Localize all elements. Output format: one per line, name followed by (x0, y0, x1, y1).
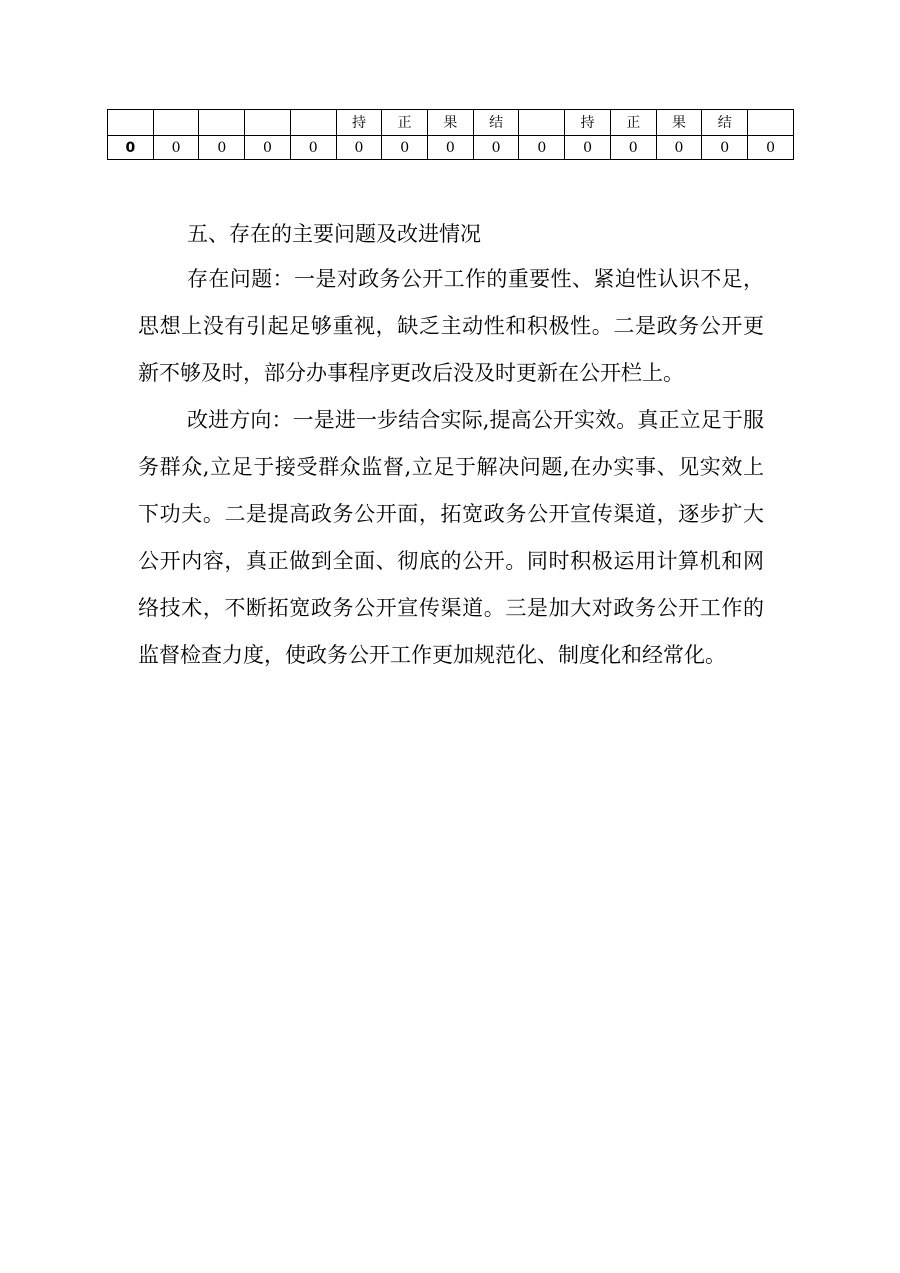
improvement-marker-3: 三是 (505, 596, 549, 620)
problems-label: 存在问题： (187, 267, 294, 291)
table-cell: 0 (108, 136, 154, 160)
table-cell (245, 110, 291, 136)
table-cell: 0 (199, 136, 245, 160)
table-cell: 果 (656, 110, 702, 136)
table-cell: 0 (565, 136, 611, 160)
table-cell: 0 (702, 136, 748, 160)
table-cell: 持 (565, 110, 611, 136)
improvements-paragraph (138, 397, 764, 679)
table-cell: 结 (702, 110, 748, 136)
improvement-text-3: 加大对政务公开工作的监督检查力度，使政务公开工作更加规范化、制度化和经常化。 (138, 596, 765, 667)
improvement-marker-2: 二是 (224, 502, 268, 526)
table-header-row (108, 110, 794, 136)
table-value-row (108, 136, 794, 160)
table-cell: 持 (336, 110, 382, 136)
table-cell: 结 (473, 110, 519, 136)
problem-marker-1: 一是 (293, 267, 337, 291)
table-cell (153, 110, 199, 136)
problems-paragraph (138, 256, 764, 397)
table-cell (519, 110, 565, 136)
problem-marker-2: 二是 (613, 314, 657, 338)
section-heading: 五、存在的主要问题及改进情况 (187, 222, 481, 246)
statistics-table (107, 109, 794, 160)
table-cell: 0 (473, 136, 519, 160)
table-cell: 0 (748, 136, 794, 160)
table-cell: 0 (656, 136, 702, 160)
table-cell: 0 (336, 136, 382, 160)
table-cell (748, 110, 794, 136)
table-cell: 0 (519, 136, 565, 160)
improvement-text-1: 进一步结合实际,提高公开实效。真正立足于服务群众,立足于接受群众监督,立足于解决问题,在办实事、见实效上下功夫。 (138, 408, 765, 526)
improvements-label: 改进方向： (187, 408, 293, 432)
table-cell: 0 (153, 136, 199, 160)
table-cell: 0 (610, 136, 656, 160)
problem-text-2: 政务公开更新不够及时，部分办事程序更改后没及时更新在公开栏上。 (138, 314, 765, 385)
table-cell: 0 (428, 136, 474, 160)
table-cell (199, 110, 245, 136)
improvement-text-2: 提高政务公开面，拓宽政务公开宣传渠道，逐步扩大公开内容，真正做到全面、彻底的公开。同时积极运用计算机和网络技术，不断拓宽政务公开宣传渠道。 (138, 502, 765, 620)
improvement-marker-1: 一是 (292, 408, 335, 432)
problem-text-1: 对政务公开工作的重要性、紧迫性认识不足，思想上没有引起足够重视，缺乏主动性和积极性。 (138, 267, 765, 338)
table-cell: 0 (382, 136, 428, 160)
table-cell: 果 (428, 110, 474, 136)
section-content (138, 212, 764, 679)
table-cell: 0 (245, 136, 291, 160)
table-cell (108, 110, 154, 136)
table-cell (290, 110, 336, 136)
table-cell: 0 (290, 136, 336, 160)
table-cell: 正 (382, 110, 428, 136)
table-cell: 正 (610, 110, 656, 136)
